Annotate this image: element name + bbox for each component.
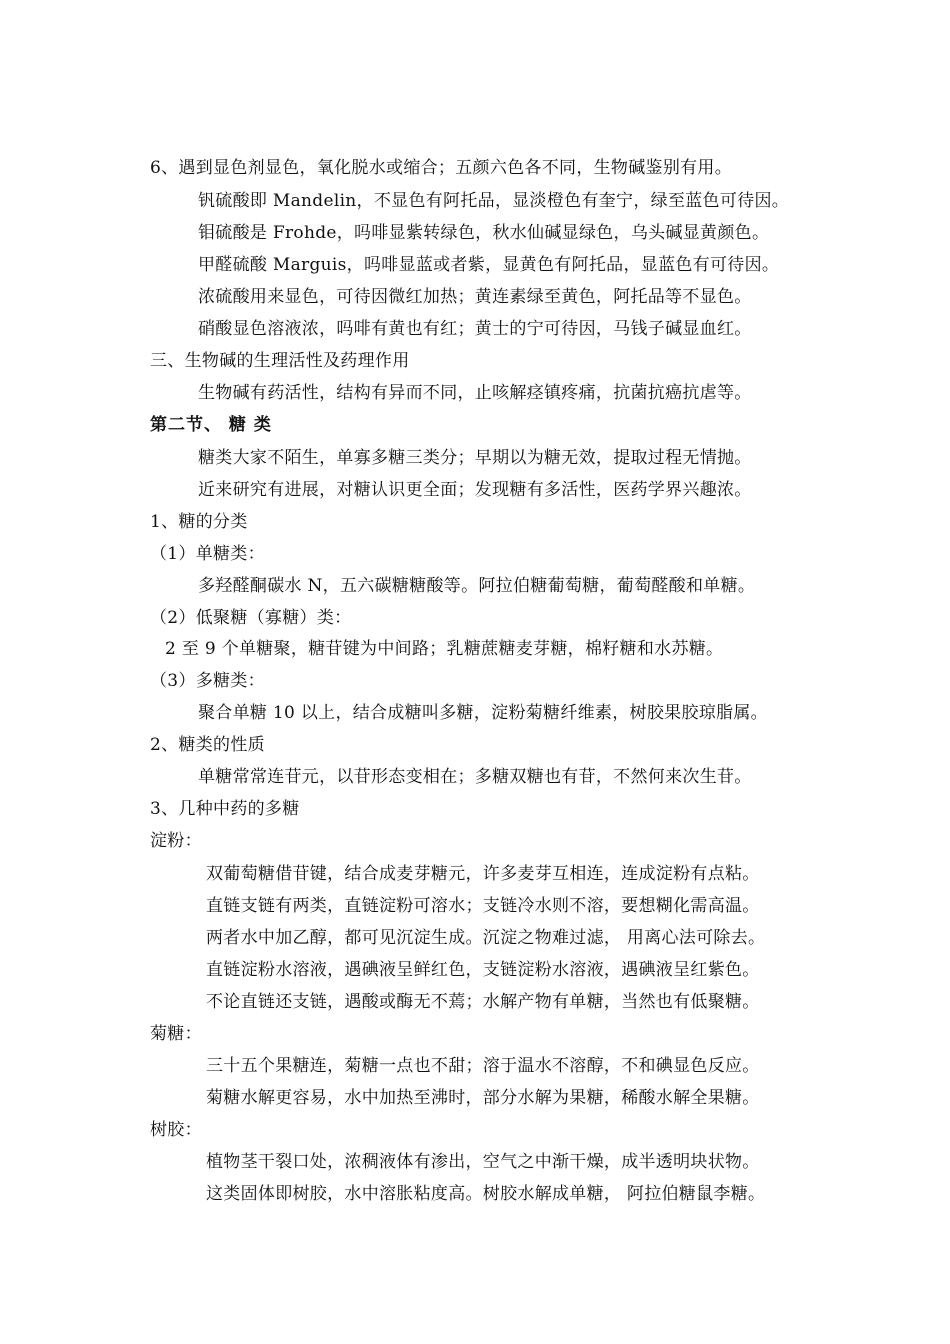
text-line: 菊糖水解更容易，水中加热至沸时，部分水解为果糖，稀酸水解全果糖。 — [206, 1088, 760, 1108]
text-line: 钼硫酸是 Frohde，吗啡显紫转绿色，秋水仙碱显绿色，乌头碱显黄颜色。 — [198, 223, 770, 243]
text-line: 生物碱有药活性，结构有异而不同，止咳解痉镇疼痛，抗菌抗癌抗虐等。 — [198, 383, 752, 403]
topic-label: 淀粉： — [150, 831, 202, 851]
text-line: 直链淀粉水溶液，遇碘液呈鲜红色，支链淀粉水溶液，遇碘液呈红紫色。 — [206, 960, 760, 980]
topic-label: 树胶： — [150, 1120, 202, 1140]
text-line: 甲醛硫酸 Marguis，吗啡显蓝或者紫，显黄色有阿托品，显蓝色有可待因。 — [198, 255, 780, 275]
topic-label: 菊糖： — [150, 1024, 202, 1044]
text-line: 两者水中加乙醇，都可见沉淀生成。沉淀之物难过滤， 用离心法可除去。 — [206, 928, 766, 948]
text-line: 直链支链有两类，直链淀粉可溶水；支链冷水则不溶，要想糊化需高温。 — [206, 896, 760, 916]
text-line: 2 至 9 个单糖聚，糖苷键为中间路；乳糖蔗糖麦芽糖，棉籽糖和水苏糖。 — [165, 639, 724, 659]
chapter-heading: 第二节、 糖 类 — [150, 415, 272, 435]
text-line: 三十五个果糖连，菊糖一点也不甜；溶于温水不溶醇，不和碘显色反应。 — [206, 1056, 760, 1076]
text-line: 不论直链还支链，遇酸或酶无不蔫；水解产物有单糖，当然也有低聚糖。 — [206, 992, 760, 1012]
text-line: 硝酸显色溶液浓，吗啡有黄也有红；黄士的宁可待因，马钱子碱显血红。 — [198, 319, 752, 339]
text-line: 近来研究有进展，对糖认识更全面；发现糖有多活性，医药学界兴趣浓。 — [198, 480, 752, 500]
section-heading: 3、几种中药的多糖 — [150, 799, 300, 819]
text-line: 植物茎干裂口处，浓稠液体有渗出，空气之中渐干燥，成半透明块状物。 — [206, 1152, 760, 1172]
section-heading: 三、生物碱的生理活性及药理作用 — [150, 351, 410, 371]
text-line: 6、遇到显色剂显色，氧化脱水或缩合；五颜六色各不同，生物碱鉴别有用。 — [150, 158, 733, 178]
subsection-heading: （3）多糖类： — [150, 671, 265, 691]
text-line: 单糖常常连苷元，以苷形态变相在；多糖双糖也有苷，不然何来次生苷。 — [198, 767, 752, 787]
section-heading: 2、糖类的性质 — [150, 735, 265, 755]
section-heading: 1、糖的分类 — [150, 512, 248, 532]
text-line: 钒硫酸即 Mandelin，不显色有阿托品，显淡橙色有奎宁，绿至蓝色可待因。 — [198, 191, 790, 211]
text-line: 糖类大家不陌生，单寡多糖三类分；早期以为糖无效，提取过程无情抛。 — [198, 448, 752, 468]
subsection-heading: （2）低聚糖（寡糖）类： — [150, 608, 352, 628]
text-line: 双葡萄糖借苷键，结合成麦芽糖元，许多麦芽互相连，连成淀粉有点粘。 — [206, 864, 760, 884]
text-line: 多羟醛酮碳水 N，五六碳糖糖酸等。阿拉伯糖葡萄糖，葡萄醛酸和单糖。 — [198, 576, 756, 596]
subsection-heading: （1）单糖类： — [150, 544, 265, 564]
text-line: 浓硫酸用来显色，可待因微红加热；黄连素绿至黄色，阿托品等不显色。 — [198, 287, 752, 307]
text-line: 这类固体即树胶，水中溶胀粘度高。树胶水解成单糖， 阿拉伯糖鼠李糖。 — [206, 1184, 766, 1204]
text-line: 聚合单糖 10 以上，结合成糖叫多糖，淀粉菊糖纤维素，树胶果胶琼脂属。 — [198, 703, 768, 723]
